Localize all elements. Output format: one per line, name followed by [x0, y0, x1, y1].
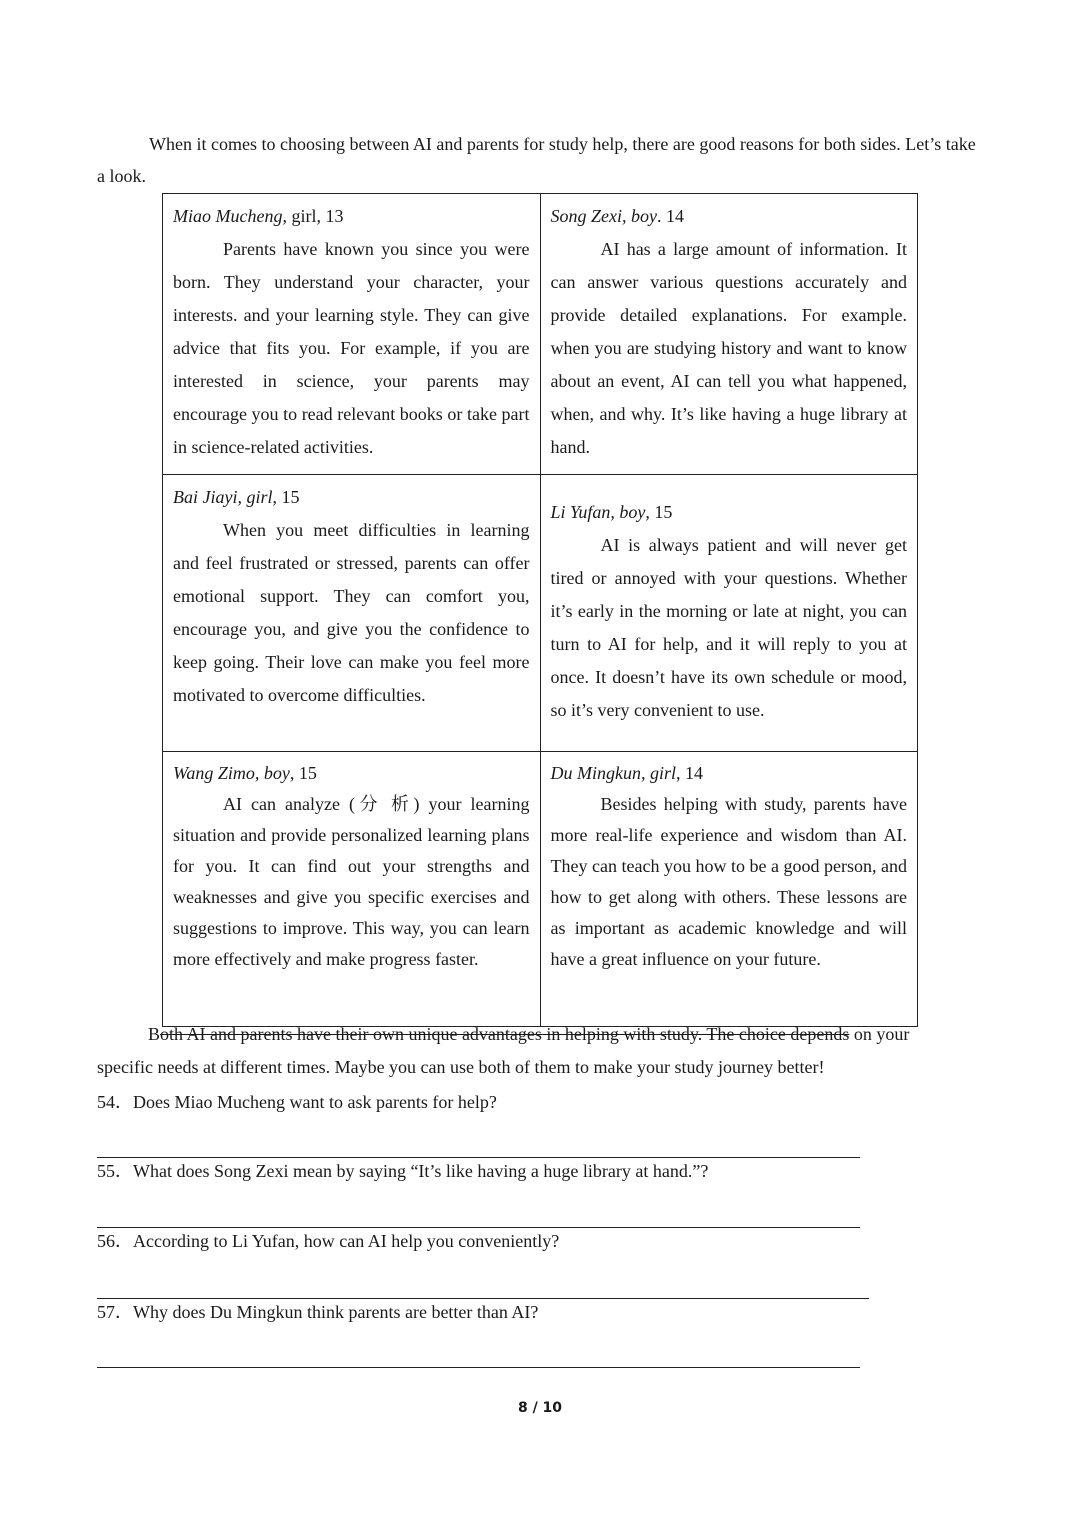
- opinion-cell: [540, 194, 918, 475]
- opinion-cell: [540, 752, 918, 1027]
- opinion-text: AI can analyze (分 析) your learning situation and provide personalized learning plans for you. It can find out your strengths and weaknesses and give you specific exercises and suggestions to improve. This way, you can learn more effectively and make progress faster.: [173, 794, 530, 969]
- question-57: 57．Why does Du Mingkun think parents are better than AI?: [97, 1302, 539, 1322]
- speaker-meta: , girl, 13: [282, 206, 344, 226]
- speaker-meta: , 15: [289, 763, 317, 783]
- question-55: 55．What does Song Zexi mean by saying “It’s like having a huge library at hand.”?: [97, 1161, 709, 1181]
- conclusion-line-2: specific needs at different times. Maybe you can use both of them to make your study journey better!: [97, 1057, 825, 1077]
- page-number: 8 / 10: [517, 1400, 563, 1416]
- speaker: [551, 758, 908, 789]
- speaker: [173, 758, 530, 789]
- conclusion-start: B: [148, 1024, 161, 1044]
- speaker-meta: . 14: [656, 206, 684, 226]
- conclusion-line-1: [148, 1018, 983, 1051]
- speaker: [173, 200, 530, 233]
- speaker-name: Miao Mucheng: [173, 206, 283, 226]
- opinion-text: AI has a large amount of information. It can answer various questions accurately and provide detailed explanations. For example. when you are studying history and want to know about an event, AI can tell you what happened, when, and why. It’s like having a huge library at hand.: [550, 239, 907, 457]
- opinion-text: Besides helping with study, parents have more real-life experience and wisdom than AI. They can teach you how to be a good person, and how to get along with others. These lessons are as important as academic knowledge and will have a great influence on your future.: [550, 794, 907, 969]
- opinion-text: Parents have known you since you were born. They understand your character, your interests. and your learning style. They can give advice that fits you. For example, if you are interested in science, your parents may encourage you to read relevant books or take part in science-related activities.: [173, 239, 530, 457]
- speaker-name: Wang Zimo, boy: [173, 763, 290, 783]
- speaker-name: Bai Jiayi, girl: [173, 487, 273, 507]
- speaker-meta: , 15: [272, 487, 300, 507]
- speaker: [173, 481, 530, 514]
- opinion-text: AI is always patient and will never get tired or annoyed with your questions. Whether it’s early in the morning or late at night, you can turn to AI for help, and it will reply to you at once. It doesn’t have its own schedule or mood, so it’s very convenient to use.: [550, 534, 907, 720]
- struck-text: oth AI and parents have their own unique advantages in helping with study. The choice depends: [160, 1024, 850, 1044]
- speaker-name: Du Mingkun, girl: [550, 763, 676, 783]
- speaker: [551, 496, 908, 529]
- opinion-cell: [540, 475, 918, 752]
- speaker: [551, 200, 908, 233]
- conclusion-rest: on your: [849, 1024, 910, 1044]
- opinion-cell: [163, 752, 541, 1027]
- table-row: [163, 475, 918, 752]
- speaker-meta: , 14: [676, 763, 703, 783]
- speaker-meta: , 15: [645, 501, 673, 522]
- opinion-text: When you meet difficulties in learning and feel frustrated or stressed, parents can offer emotional support. They can comfort you, encourage you, and give you the confidence to keep going. Their love can make you feel more motivated to overcome difficulties.: [173, 520, 530, 705]
- opinions-table: [162, 193, 918, 1027]
- question-54: 54．Does Miao Mucheng want to ask parents for help?: [97, 1092, 497, 1112]
- table-row: [163, 194, 918, 475]
- table-row: [163, 752, 918, 1027]
- question-56: 56．According to Li Yufan, how can AI help you conveniently?: [97, 1231, 560, 1251]
- speaker-name: Li Yufan, boy: [550, 501, 646, 522]
- intro-paragraph: When it comes to choosing between AI and parents for study help, there are good reasons for both sides. Let’s take a look.: [97, 134, 976, 186]
- speaker-name: Song Zexi, boy: [550, 206, 657, 226]
- opinion-cell: [163, 194, 541, 475]
- answer-line-57[interactable]: [97, 1367, 860, 1368]
- opinion-cell: [163, 475, 541, 752]
